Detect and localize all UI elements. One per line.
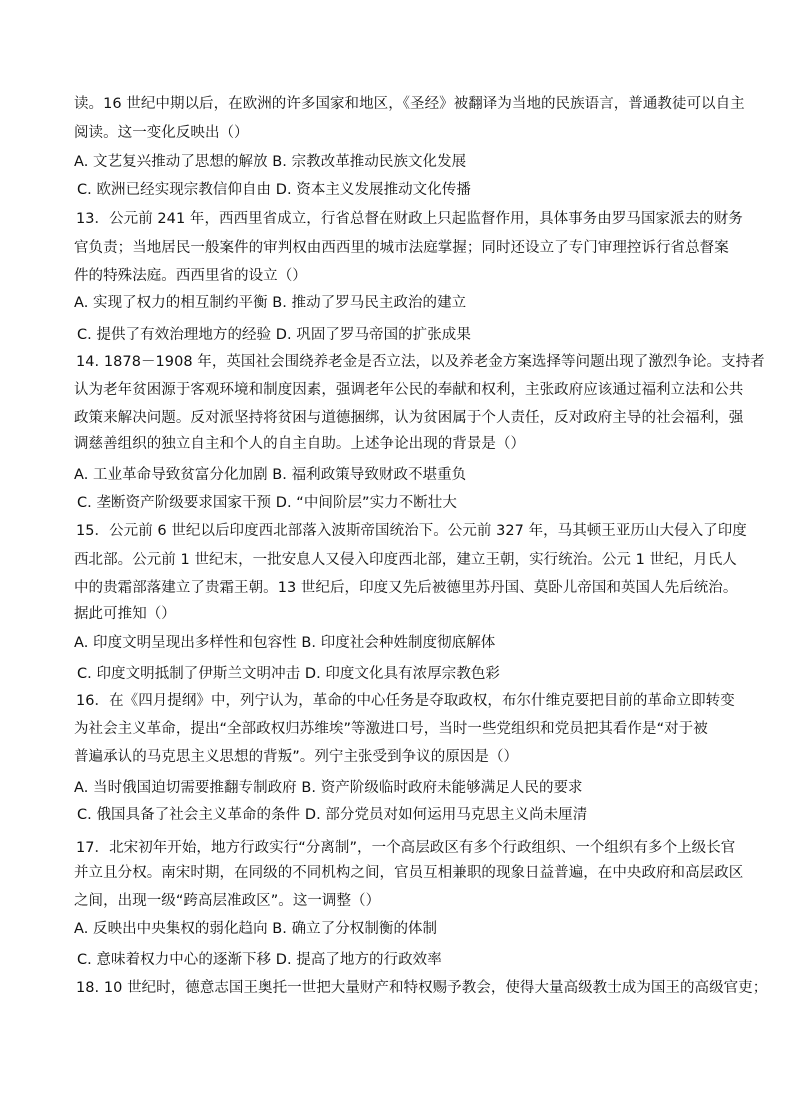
q14-line-3: 政策来解决问题。反对派坚持将贫困与道德捆绑，认为贫困属于个人责任，反对政府主导的社会福利，强 [74,410,744,426]
q16-line-3: 普遍承认的马克思主义思想的背叛”。列宁主张受到争议的原因是（） [74,749,519,765]
q13-line-2: 官负责；当地居民一般案件的审判权由西西里的城市法庭掌握；同时还设立了专门审理控诉行省总督案 [74,240,729,256]
q17-line-1: 17．北宋初年开始，地方行政实行“分离制”，一个高层政区有多个行政组织、一个组织有多个上级长官 [76,840,736,856]
q16-line-2: 为社会主义革命，提出“全部政权归苏维埃”等激进口号，当时一些党组织和党员把其看作是“对于被 [74,721,708,737]
q15-line-3: 中的贵霜部落建立了贵霜王朝。13 世纪后，印度又先后被德里苏丹国、莫卧儿帝国和英国人先后统治。 [74,580,738,596]
q18-line-1: 18. 10 世纪时，德意志国王奥托一世把大量财产和特权赐予教会，使得大量高级教士成为国王的高级官吏； [76,980,768,996]
q14-line-2: 认为老年贫困源于客观环境和制度因素，强调老年公民的奉献和权利，主张政府应该通过福利立法和公共 [74,382,744,398]
q12-line-1: 读。16 世纪中期以后，在欧洲的许多国家和地区，《圣经》被翻译为当地的民族语言，普通教徒可以自主 [74,96,745,112]
q12-options-ab: A. 文艺复兴推动了思想的解放 B. 宗教改革推动民族文化发展 [74,154,467,170]
q13-line-1: 13．公元前 241 年，西西里省成立，行省总督在财政上只起监督作用，具体事务由罗马国家派去的财务 [76,211,743,227]
q14-options-ab: A. 工业革命导致贫富分化加剧 B. 福利政策导致财政不堪重负 [74,467,467,483]
q12-line-2: 阅读。这一变化反映出（） [74,125,249,141]
q14-line-1: 14. 1878－1908 年，英国社会围绕养老金是否立法，以及养老金方案选择等问题出现了激烈争论。支持者 [76,354,765,370]
q15-line-1: 15．公元前 6 世纪以后印度西北部落入波斯帝国统治下。公元前 327 年，马其顿王亚历山大侵入了印度 [76,523,747,539]
q14-options-cd: C. 垄断资产阶级要求国家干预 D. “中间阶层”实力不断壮大 [77,495,457,511]
q16-line-1: 16．在《四月提纲》中，列宁认为，革命的中心任务是夺取政权，布尔什维克要把目前的革命立即转变 [76,693,735,709]
q12-options-cd: C. 欧洲已经实现宗教信仰自由 D. 资本主义发展推动文化传播 [77,182,471,198]
q15-line-4: 据此可推知（） [74,606,176,622]
q16-options-ab: A. 当时俄国迫切需要推翻专制政府 B. 资产阶级临时政府未能够满足人民的要求 [74,780,583,796]
q13-options-ab: A. 实现了权力的相互制约平衡 B. 推动了罗马民主政治的建立 [74,295,467,311]
q17-options-cd: C. 意味着权力中心的逐渐下移 D. 提高了地方的行政效率 [77,952,442,968]
q14-line-4: 调慈善组织的独立自主和个人的自主自助。上述争论出现的背景是（） [74,436,526,452]
q15-options-ab: A. 印度文明呈现出多样性和包容性 B. 印度社会种姓制度彻底解体 [74,635,496,651]
q15-line-2: 西北部。公元前 1 世纪末，一批安息人又侵入印度西北部，建立王朝，实行统治。公元 1 世纪，月氏人 [74,552,737,568]
q17-options-ab: A. 反映出中央集权的弱化趋向 B. 确立了分权制衡的体制 [74,921,438,937]
q13-line-3: 件的特殊法庭。西西里省的设立（） [74,268,307,284]
q17-line-2: 并立且分权。南宋时期，在同级的不同机构之间，官员互相兼职的现象日益普遍，在中央政府和高层政区 [74,865,744,881]
q17-line-3: 之间，出现一级“跨高层准政区”。这一调整（） [74,893,381,909]
q16-options-cd: C. 俄国具备了社会主义革命的条件 D. 部分党员对如何运用马克思主义尚未厘清 [77,807,588,823]
q15-options-cd: C. 印度文明抵制了伊斯兰文明冲击 D. 印度文化具有浓厚宗教色彩 [77,666,500,682]
q13-options-cd: C. 提供了有效治理地方的经验 D. 巩固了罗马帝国的扩张成果 [77,327,471,343]
